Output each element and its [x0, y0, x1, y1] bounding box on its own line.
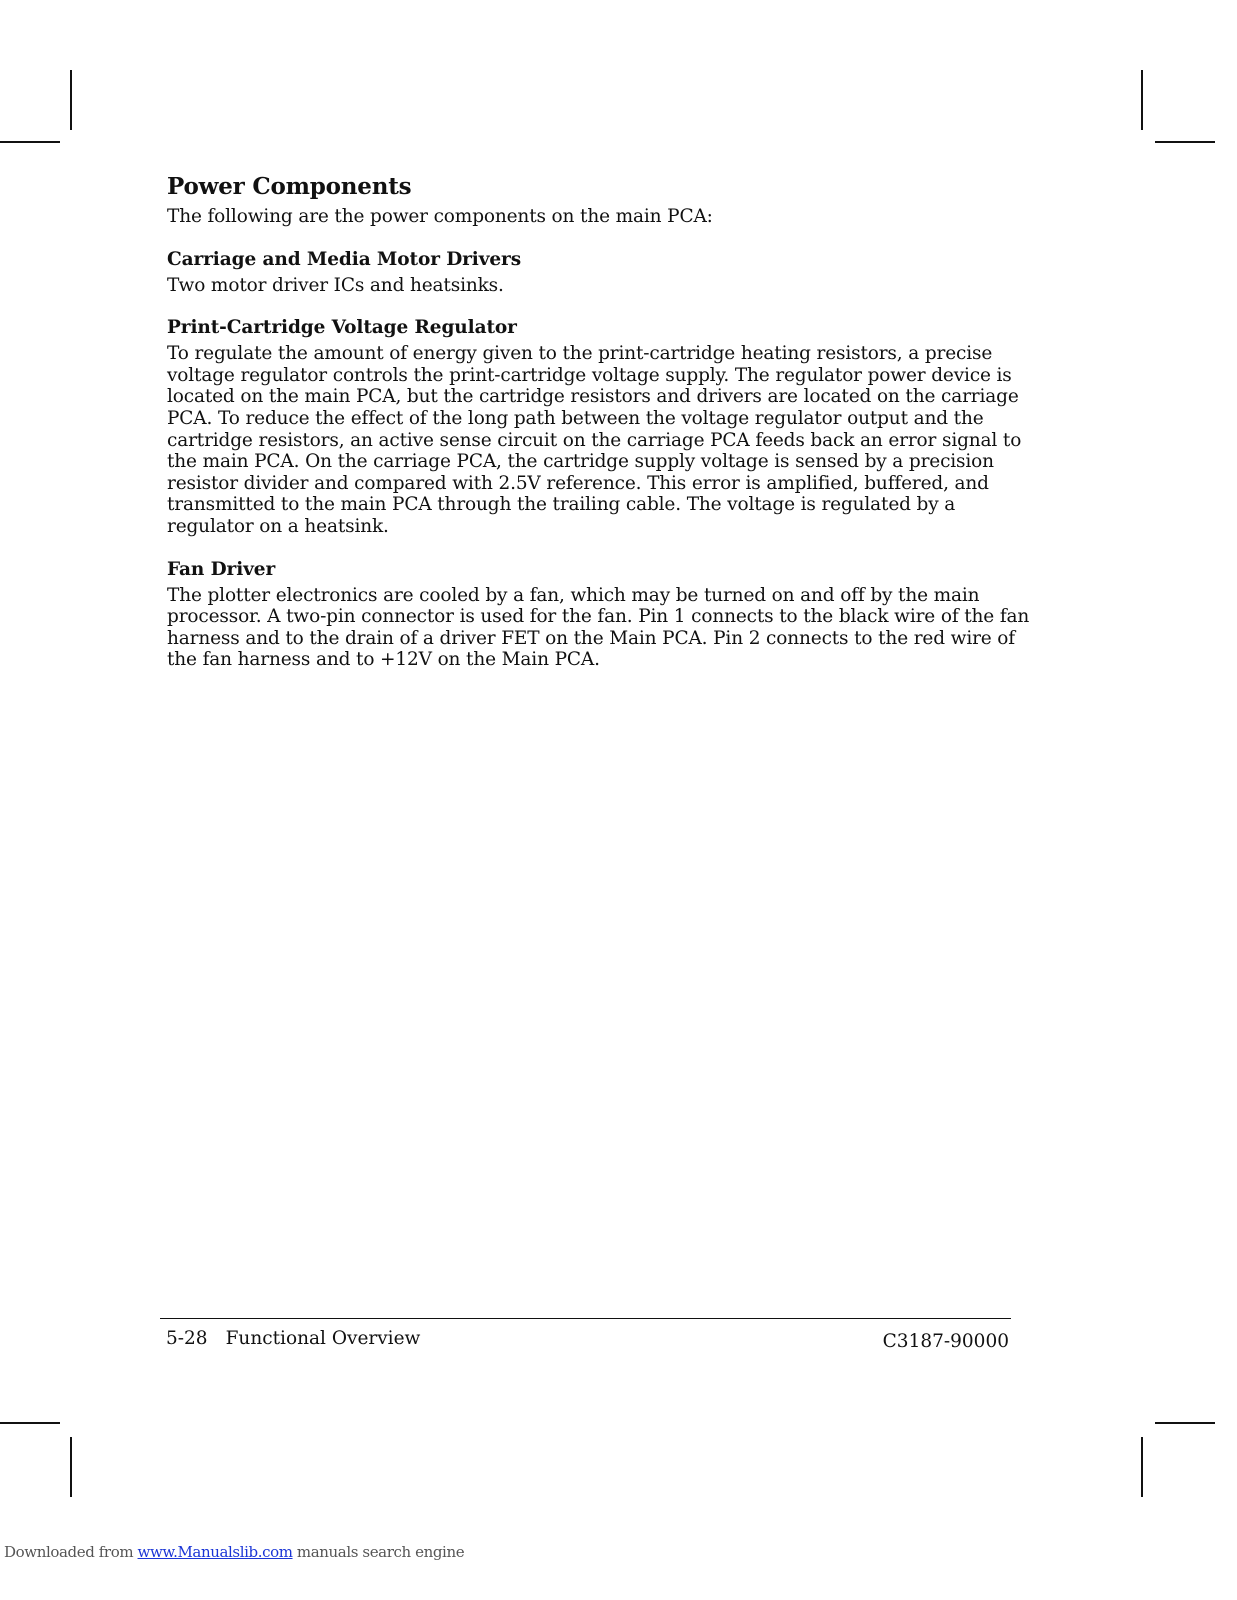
body-line: To regulate the amount of energy given to the print-cartridge heating resistors, a precise [167, 343, 993, 365]
chapter-title: Functional Overview [225, 1328, 421, 1349]
document-number: C3187-90000 [882, 1331, 1009, 1352]
crop-mark-bottom-left-horizontal [0, 1422, 60, 1424]
body-line: cartridge resistors, an active sense circuit on the carriage PCA feeds back an error signal to [167, 429, 1022, 451]
section-body [167, 275, 1017, 297]
section-voltage-regulator [167, 316, 1022, 537]
body-line: voltage regulator controls the print-cartridge voltage supply. The regulator power device is [167, 364, 1012, 386]
section-heading: Print-Cartridge Voltage Regulator [167, 317, 517, 339]
section-body [167, 343, 1022, 537]
section-motor-drivers [167, 248, 1017, 297]
intro-paragraph: The following are the power components on the main PCA: [167, 206, 713, 227]
crop-mark-top-right-horizontal [1155, 141, 1215, 143]
crop-mark-top-right-vertical [1141, 70, 1143, 130]
body-line: PCA. To reduce the effect of the long path between the voltage regulator output and the [167, 407, 984, 429]
section-heading: Fan Driver [167, 558, 276, 580]
crop-mark-bottom-right-horizontal [1155, 1422, 1215, 1424]
crop-mark-top-left-horizontal [0, 141, 60, 143]
download-suffix: manuals search engine [292, 1543, 465, 1561]
body-line: processor. A two-pin connector is used for the fan. Pin 1 connects to the black wire of the fan [167, 606, 1030, 628]
page-title: Power Components [167, 173, 412, 200]
footer-rule [160, 1318, 1011, 1319]
body-line: the main PCA. On the carriage PCA, the cartridge supply voltage is sensed by a precision [167, 451, 994, 473]
page-number: 5-28 [166, 1328, 208, 1349]
footer-left [166, 1328, 420, 1349]
section-heading: Carriage and Media Motor Drivers [167, 248, 522, 270]
manualslib-link[interactable]: www.Manualslib.com [137, 1543, 293, 1561]
section-body [167, 584, 1030, 671]
section-fan-driver [167, 558, 1030, 671]
body-line: Two motor driver ICs and heatsinks. [167, 274, 504, 296]
body-line: The plotter electronics are cooled by a fan, which may be turned on and off by the main [167, 584, 980, 606]
body-line: harness and to the drain of a driver FET on the Main PCA. Pin 2 connects to the red wire of [167, 627, 1015, 649]
page-content [167, 172, 1030, 671]
download-bar [4, 1543, 464, 1561]
crop-mark-bottom-right-vertical [1141, 1437, 1143, 1497]
body-line: transmitted to the main PCA through the trailing cable. The voltage is regulated by a [167, 494, 956, 516]
download-prefix: Downloaded from [4, 1543, 138, 1561]
crop-mark-bottom-left-vertical [70, 1437, 72, 1497]
body-line: the fan harness and to +12V on the Main PCA. [167, 649, 600, 671]
crop-mark-top-left-vertical [70, 70, 72, 130]
body-line: located on the main PCA, but the cartridge resistors and drivers are located on the carriage [167, 386, 1019, 408]
body-line: resistor divider and compared with 2.5V reference. This error is amplified, buffered, and [167, 472, 989, 494]
body-line: regulator on a heatsink. [167, 515, 389, 537]
